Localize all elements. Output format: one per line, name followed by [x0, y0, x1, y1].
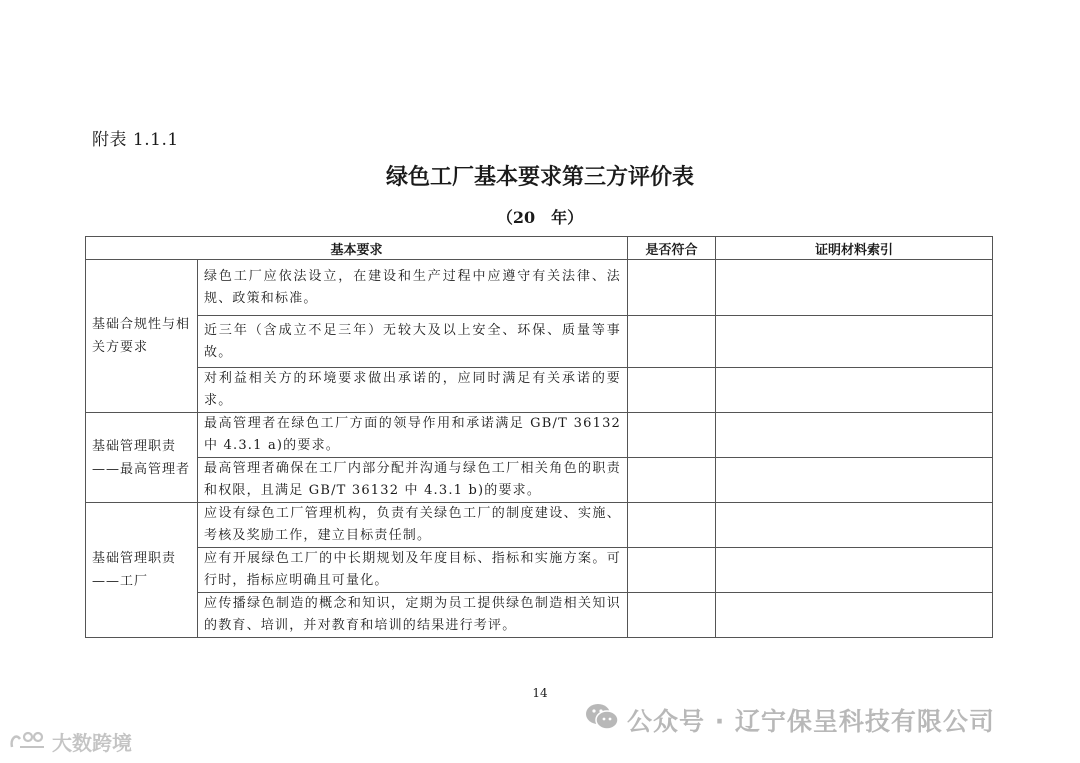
evaluation-table	[85, 236, 993, 638]
watermark-brand-text: 大数跨境	[52, 731, 132, 755]
conforms-cell[interactable]	[628, 368, 716, 413]
table-row	[86, 548, 993, 593]
brand-logo-icon	[8, 729, 48, 755]
table-row	[86, 368, 993, 413]
appendix-label: 附表 1.1.1	[92, 130, 179, 150]
evidence-cell[interactable]	[716, 368, 993, 413]
header-requirement: 基本要求	[86, 237, 628, 260]
year-line: （20 年）	[496, 208, 584, 227]
table-row	[86, 503, 993, 548]
requirement-cell: 应传播绿色制造的概念和知识，定期为员工提供绿色制造相关知识的教育、培训，并对教育和培训的结果进行考评。	[198, 593, 628, 638]
conforms-cell[interactable]	[628, 593, 716, 638]
table-row	[86, 413, 993, 458]
evidence-cell[interactable]	[716, 593, 993, 638]
conforms-cell[interactable]	[628, 503, 716, 548]
watermark-account	[585, 702, 995, 738]
evidence-cell[interactable]	[716, 458, 993, 503]
header-conforms: 是否符合	[628, 237, 716, 260]
requirement-cell: 应设有绿色工厂管理机构，负责有关绿色工厂的制度建设、实施、考核及奖励工作，建立目标责任制。	[198, 503, 628, 548]
conforms-cell[interactable]	[628, 458, 716, 503]
evidence-cell[interactable]	[716, 548, 993, 593]
conforms-cell[interactable]	[628, 548, 716, 593]
conforms-cell[interactable]	[628, 260, 716, 316]
table-row	[86, 316, 993, 368]
watermark-account-text: 公众号 · 辽宁保呈科技有限公司	[627, 707, 995, 736]
watermark-brand	[8, 727, 132, 756]
evidence-cell[interactable]	[716, 413, 993, 458]
table-row	[86, 260, 993, 316]
requirement-cell: 最高管理者在绿色工厂方面的领导作用和承诺满足 GB/T 36132 中 4.3.1 a)的要求。	[198, 413, 628, 458]
requirement-cell: 绿色工厂应依法设立，在建设和生产过程中应遵守有关法律、法规、政策和标准。	[198, 260, 628, 316]
requirement-cell: 对利益相关方的环境要求做出承诺的，应同时满足有关承诺的要求。	[198, 368, 628, 413]
requirement-cell: 应有开展绿色工厂的中长期规划及年度目标、指标和实施方案。可行时，指标应明确且可量化。	[198, 548, 628, 593]
evidence-cell[interactable]	[716, 260, 993, 316]
evidence-cell[interactable]	[716, 503, 993, 548]
conforms-cell[interactable]	[628, 413, 716, 458]
table-row	[86, 593, 993, 638]
category-cell: 基础合规性与相关方要求	[86, 260, 198, 413]
category-cell: 基础管理职责——工厂	[86, 503, 198, 638]
evidence-cell[interactable]	[716, 316, 993, 368]
document-title: 绿色工厂基本要求第三方评价表	[385, 165, 694, 190]
requirement-cell: 最高管理者确保在工厂内部分配并沟通与绿色工厂相关角色的职责和权限，且满足 GB/T 36132 中 4.3.1 b)的要求。	[198, 458, 628, 503]
requirement-cell: 近三年（含成立不足三年）无较大及以上安全、环保、质量等事故。	[198, 316, 628, 368]
category-cell: 基础管理职责——最高管理者	[86, 413, 198, 503]
page-number: 14	[532, 686, 548, 700]
table-header-row	[86, 237, 993, 260]
table-row	[86, 458, 993, 503]
wechat-icon	[585, 702, 619, 738]
conforms-cell[interactable]	[628, 316, 716, 368]
header-evidence: 证明材料索引	[716, 237, 993, 260]
